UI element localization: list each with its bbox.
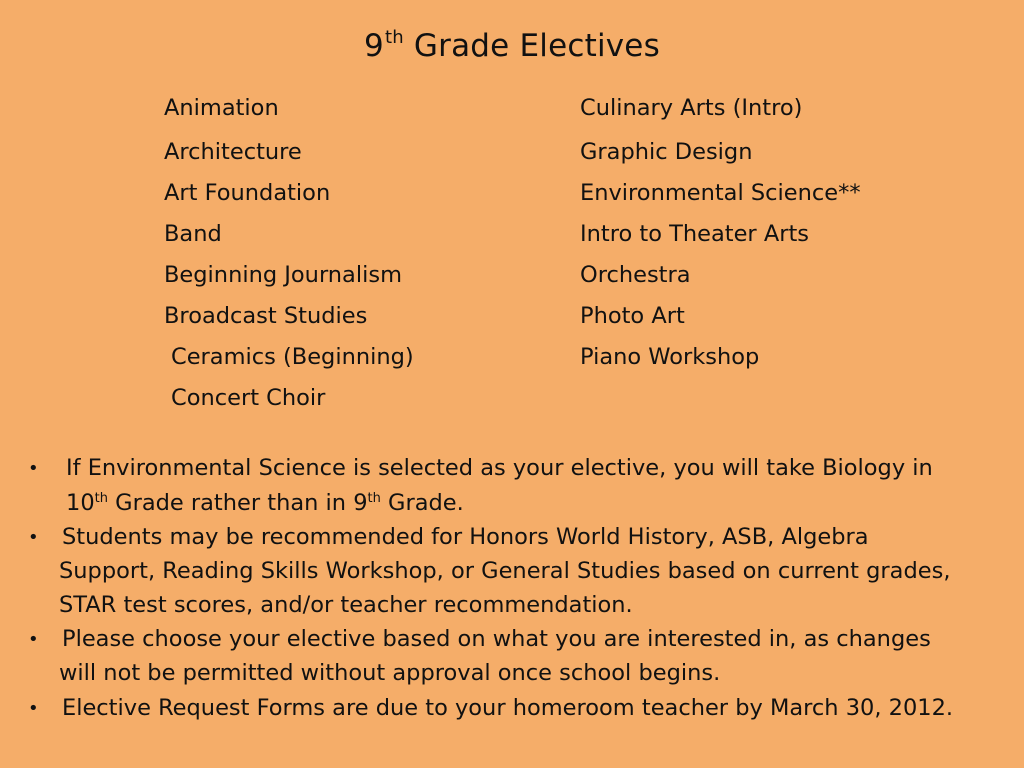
ordinal-suffix: th <box>367 491 381 506</box>
ordinal-suffix: th <box>94 491 108 506</box>
note-line: Elective Request Forms are due to your homeroom teacher by March 30, 2012. <box>62 695 954 721</box>
title-grade-suffix: th <box>384 27 404 48</box>
elective-item: Band <box>164 221 222 247</box>
note-line: Students may be recommended for Honors World History, ASB, Algebra <box>62 524 869 550</box>
elective-item: Animation <box>164 95 279 121</box>
note-fragment: Grade. <box>380 490 464 516</box>
slide-title <box>0 28 1024 64</box>
note-fragment: Grade rather than in 9 <box>107 490 368 516</box>
elective-item: Intro to Theater Arts <box>580 221 810 247</box>
bullet-icon: • <box>28 527 39 548</box>
elective-item: Photo Art <box>580 303 685 329</box>
elective-item: Graphic Design <box>580 139 753 165</box>
elective-item: Ceramics (Beginning) <box>171 344 414 370</box>
elective-item: Orchestra <box>580 262 691 288</box>
elective-item: Art Foundation <box>164 180 331 206</box>
title-grade-number: 9 <box>364 28 384 64</box>
note-line: Support, Reading Skills Workshop, or General Studies based on current grades, <box>59 558 951 584</box>
note-line: Please choose your elective based on what you are interested in, as changes <box>62 626 931 652</box>
bullet-icon: • <box>28 629 39 650</box>
elective-item: Beginning Journalism <box>164 262 402 288</box>
note-line: If Environmental Science is selected as your elective, you will take Biology in <box>66 455 933 481</box>
elective-item: Culinary Arts (Intro) <box>580 95 803 121</box>
bullet-icon: • <box>28 458 39 479</box>
bullet-icon: • <box>28 698 39 719</box>
note-line: will not be permitted without approval once school begins. <box>59 660 721 686</box>
elective-item: Architecture <box>164 139 302 165</box>
note-line: STAR test scores, and/or teacher recommendation. <box>59 592 633 618</box>
note-line <box>66 490 464 516</box>
elective-item: Piano Workshop <box>580 344 760 370</box>
elective-item: Broadcast Studies <box>164 303 368 329</box>
note-fragment: 10 <box>66 490 95 516</box>
elective-item: Concert Choir <box>171 385 326 411</box>
elective-item: Environmental Science** <box>580 180 861 206</box>
title-text: Grade Electives <box>403 28 660 64</box>
